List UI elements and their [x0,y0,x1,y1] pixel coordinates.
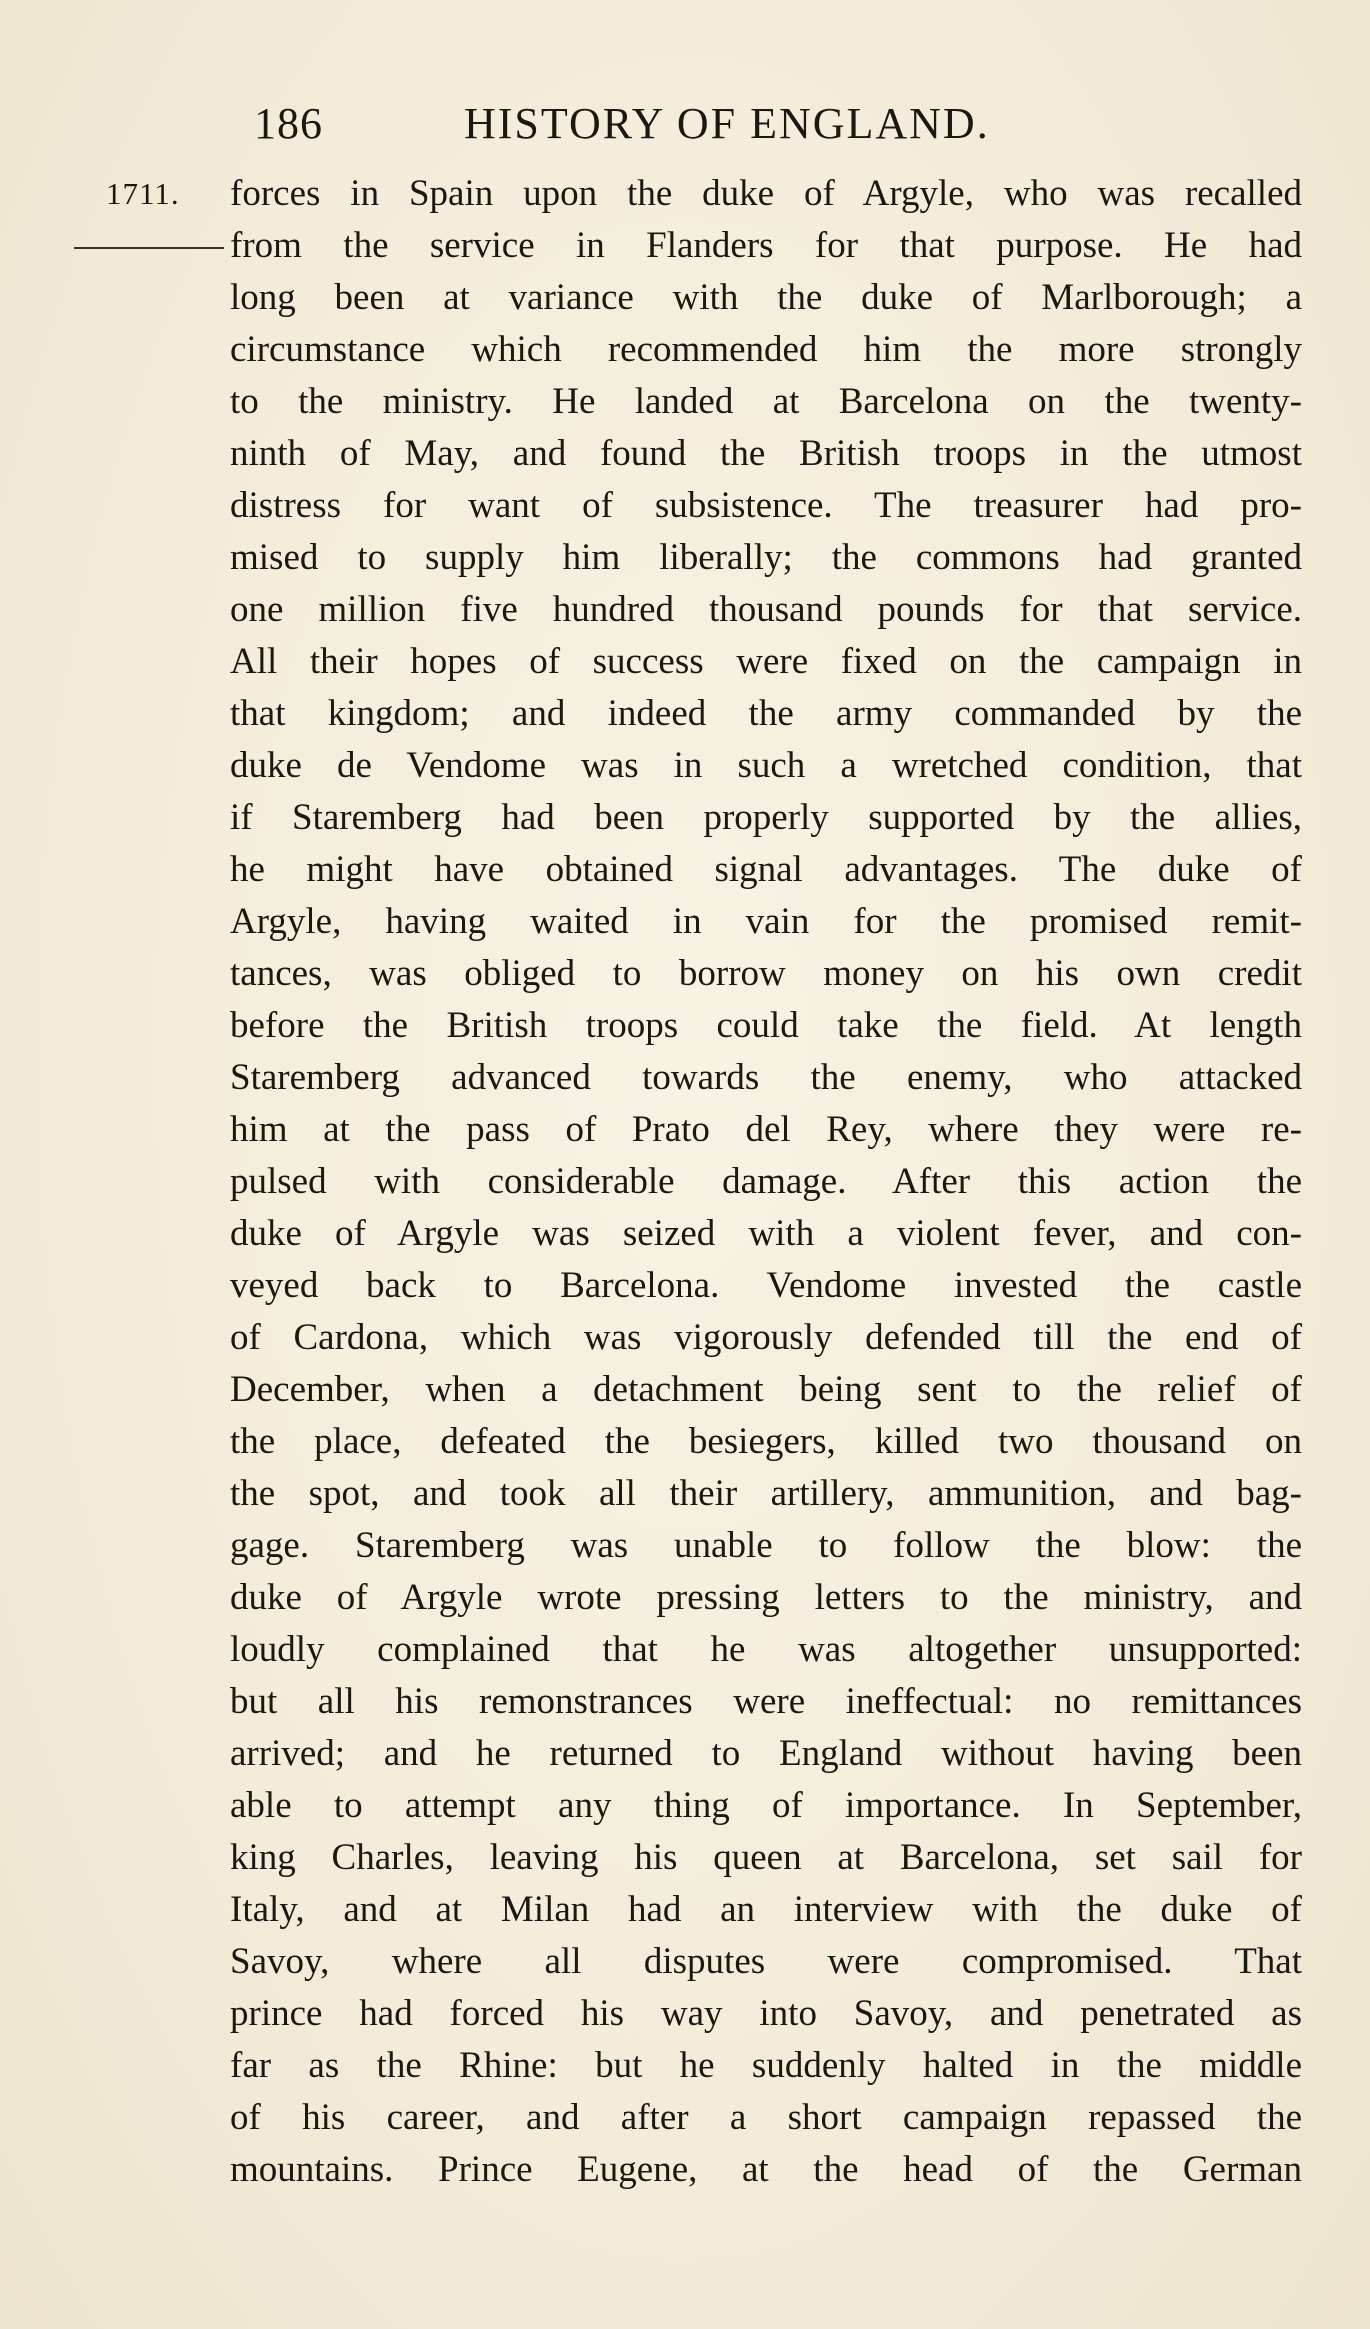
text-line: king Charles, leaving his queen at Barcelona, set sail for [230,1837,1302,1878]
text-line: of his career, and after a short campaign repassed the [230,2097,1302,2138]
text-line: loudly complained that he was altogether unsupported: [230,1629,1302,1670]
text-line: distress for want of subsistence. The treasurer had pro- [230,485,1302,526]
text-line: All their hopes of success were fixed on the campaign in [230,641,1302,682]
text-line: far as the Rhine: but he suddenly halted in the middle [230,2045,1302,2086]
text-line: duke de Vendome was in such a wretched condition, that [230,745,1302,786]
text-line: of Cardona, which was vigorously defended till the end of [230,1317,1302,1358]
text-line: he might have obtained signal advantages. The duke of [230,849,1302,890]
margin-year-note: 1711. [106,176,180,211]
text-line: arrived; and he returned to England without having been [230,1733,1302,1774]
text-line: Italy, and at Milan had an interview with the duke of [230,1889,1302,1930]
body-text [230,168,1302,2196]
page-title: HISTORY OF ENGLAND. [464,99,990,148]
page-number: 186 [254,99,323,148]
text-line: forces in Spain upon the duke of Argyle, who was recalled [230,173,1302,214]
text-line: prince had forced his way into Savoy, and penetrated as [230,1993,1302,2034]
text-line: but all his remonstrances were ineffectual: no remittances [230,1681,1302,1722]
text-line: tances, was obliged to borrow money on his own credit [230,953,1302,994]
text-line: able to attempt any thing of importance. In September, [230,1785,1302,1826]
text-line: gage. Staremberg was unable to follow the blow: the [230,1525,1302,1566]
text-line: him at the pass of Prato del Rey, where they were re- [230,1109,1302,1150]
text-line: Staremberg advanced towards the enemy, who attacked [230,1057,1302,1098]
text-line: ninth of May, and found the British troops in the utmost [230,433,1302,474]
text-line: that kingdom; and indeed the army commanded by the [230,693,1302,734]
text-line: one million five hundred thousand pounds for that service. [230,589,1302,630]
text-line: from the service in Flanders for that purpose. He had [230,225,1302,266]
text-line: Argyle, having waited in vain for the promised remit- [230,901,1302,942]
text-line: long been at variance with the duke of Marlborough; a [230,277,1302,318]
text-line: mised to supply him liberally; the commons had granted [230,537,1302,578]
text-line: pulsed with considerable damage. After this action the [230,1161,1302,1202]
text-line: December, when a detachment being sent to the relief of [230,1369,1302,1410]
text-line: if Staremberg had been properly supported by the allies, [230,797,1302,838]
text-line: duke of Argyle wrote pressing letters to the ministry, and [230,1577,1302,1618]
text-line: duke of Argyle was seized with a violent fever, and con- [230,1213,1302,1254]
text-line: veyed back to Barcelona. Vendome invested the castle [230,1265,1302,1306]
text-line: Savoy, where all disputes were compromised. That [230,1941,1302,1982]
text-line: before the British troops could take the field. At length [230,1005,1302,1046]
text-line: mountains. Prince Eugene, at the head of the German [230,2149,1302,2190]
running-head [248,94,1148,154]
text-line: the place, defeated the besiegers, killed two thousand on [230,1421,1302,1462]
text-line: to the ministry. He landed at Barcelona on the twenty- [230,381,1302,422]
margin-rule [74,247,224,249]
text-line: circumstance which recommended him the more strongly [230,329,1302,370]
text-line: the spot, and took all their artillery, ammunition, and bag- [230,1473,1302,1514]
